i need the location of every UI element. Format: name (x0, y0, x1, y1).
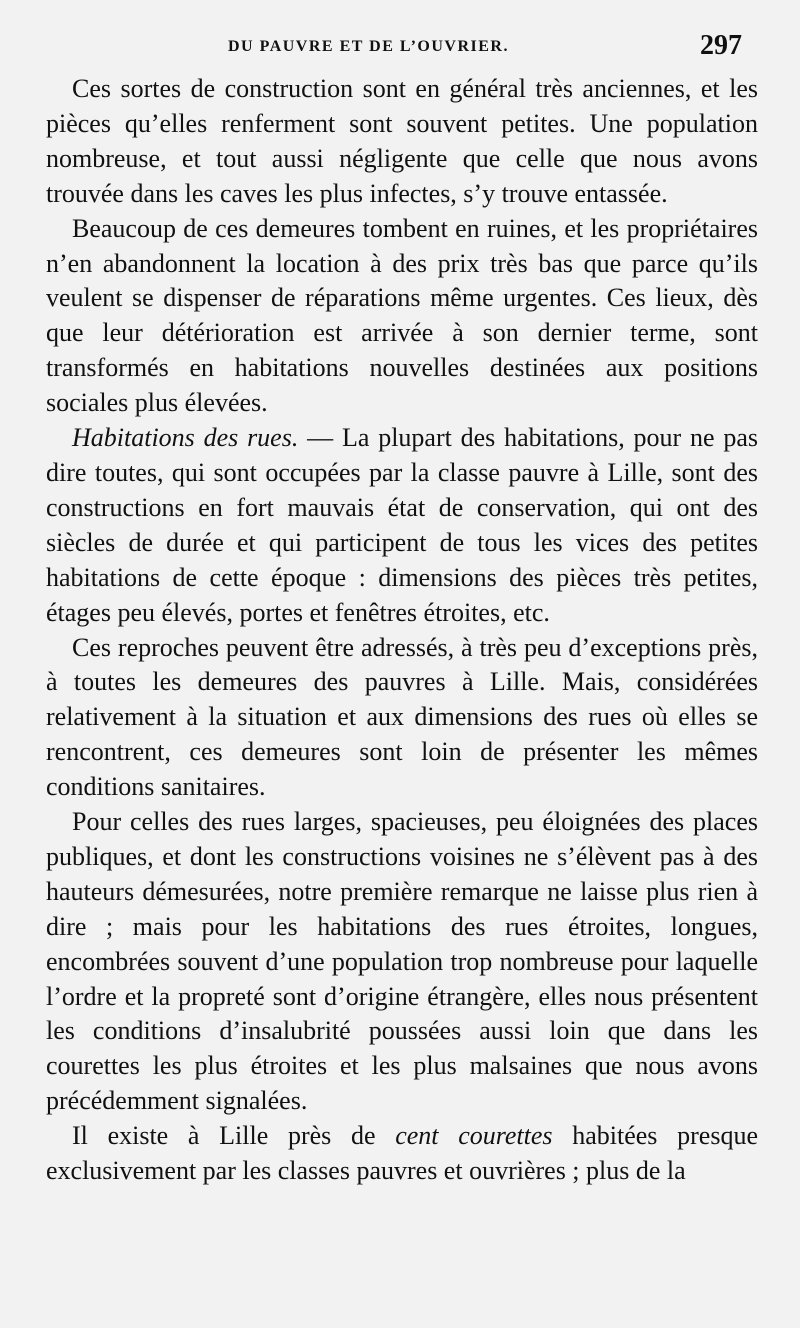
paragraph-3 (46, 421, 758, 630)
paragraph-6-text-before: Il existe à Lille près de (72, 1121, 396, 1151)
paragraph-2-text: Beaucoup de ces demeures tombent en ruines, et les propriétaires n’en abandonnent la location à des prix très bas que parce qu’ils veulent se dispenser de réparations même urgentes. Ces lieux, dès que leur détérioration est arrivée à son dernier terme, sont transformés en habitations nouvelles destinées aux positions sociales plus élevées. (46, 213, 758, 418)
paragraph-4 (46, 631, 758, 806)
paragraph-1 (46, 72, 758, 212)
paragraph-6-italic: cent courettes (395, 1121, 553, 1151)
paragraph-4-text: Ces reproches peuvent être adressés, à très peu d’exceptions près, à toutes les demeures des pauvres à Lille. Mais, considérées relativement à la situation et aux dimensions des rues où elles se rencontrent, ces demeures sont loin de présenter les mêmes conditions sanitaires. (46, 632, 758, 802)
paragraph-5-text: Pour celles des rues larges, spacieuses, peu éloignées des places publiques, et dont les constructions voisines ne s’élèvent pas à des hauteurs démesurées, notre première remarque ne laisse plus rien à dire ; mais pour les habitations des rues étroites, longues, encombrées souvent d’une population trop nombreuse pour laquelle l’ordre et la propreté sont d’origine étrangère, elles nous présentent les conditions d’insalubrité poussées aussi loin que dans les courettes les plus étroites et les plus malsaines que nous avons précédemment signalées. (46, 807, 758, 1116)
running-head: DU PAUVRE ET DE L’OUVRIER. (228, 38, 509, 55)
page-header (0, 30, 800, 66)
paragraph-3-text: — La plupart des habitations, pour ne pas dire toutes, qui sont occupées par la classe pauvre à Lille, sont des constructions en fort mauvais état de conservation, qui ont des siècles de durée et qui participent de tous les vices des petites habitations de cette époque : dimensions des pièces très petites, étages peu élevés, portes et fenêtres étroites, etc. (46, 423, 758, 627)
paragraph-6-text-after: habitées presque exclusivement par les classes pauvres et ouvrières ; plus de la (46, 1121, 758, 1186)
section-heading-italic: Habitations des rues. (72, 423, 299, 453)
paragraph-5 (46, 805, 758, 1119)
paragraph-2 (46, 212, 758, 421)
page-number: 297 (700, 30, 742, 61)
paragraph-1-text: Ces sortes de construction sont en général très anciennes, et les pièces qu’elles renferment sont souvent petites. Une population nombreuse, et tout aussi négligente que celle que nous avons trouvée dans les caves les plus infectes, s’y trouve entassée. (46, 74, 758, 208)
body-text (46, 72, 758, 1189)
paragraph-6 (46, 1119, 758, 1189)
